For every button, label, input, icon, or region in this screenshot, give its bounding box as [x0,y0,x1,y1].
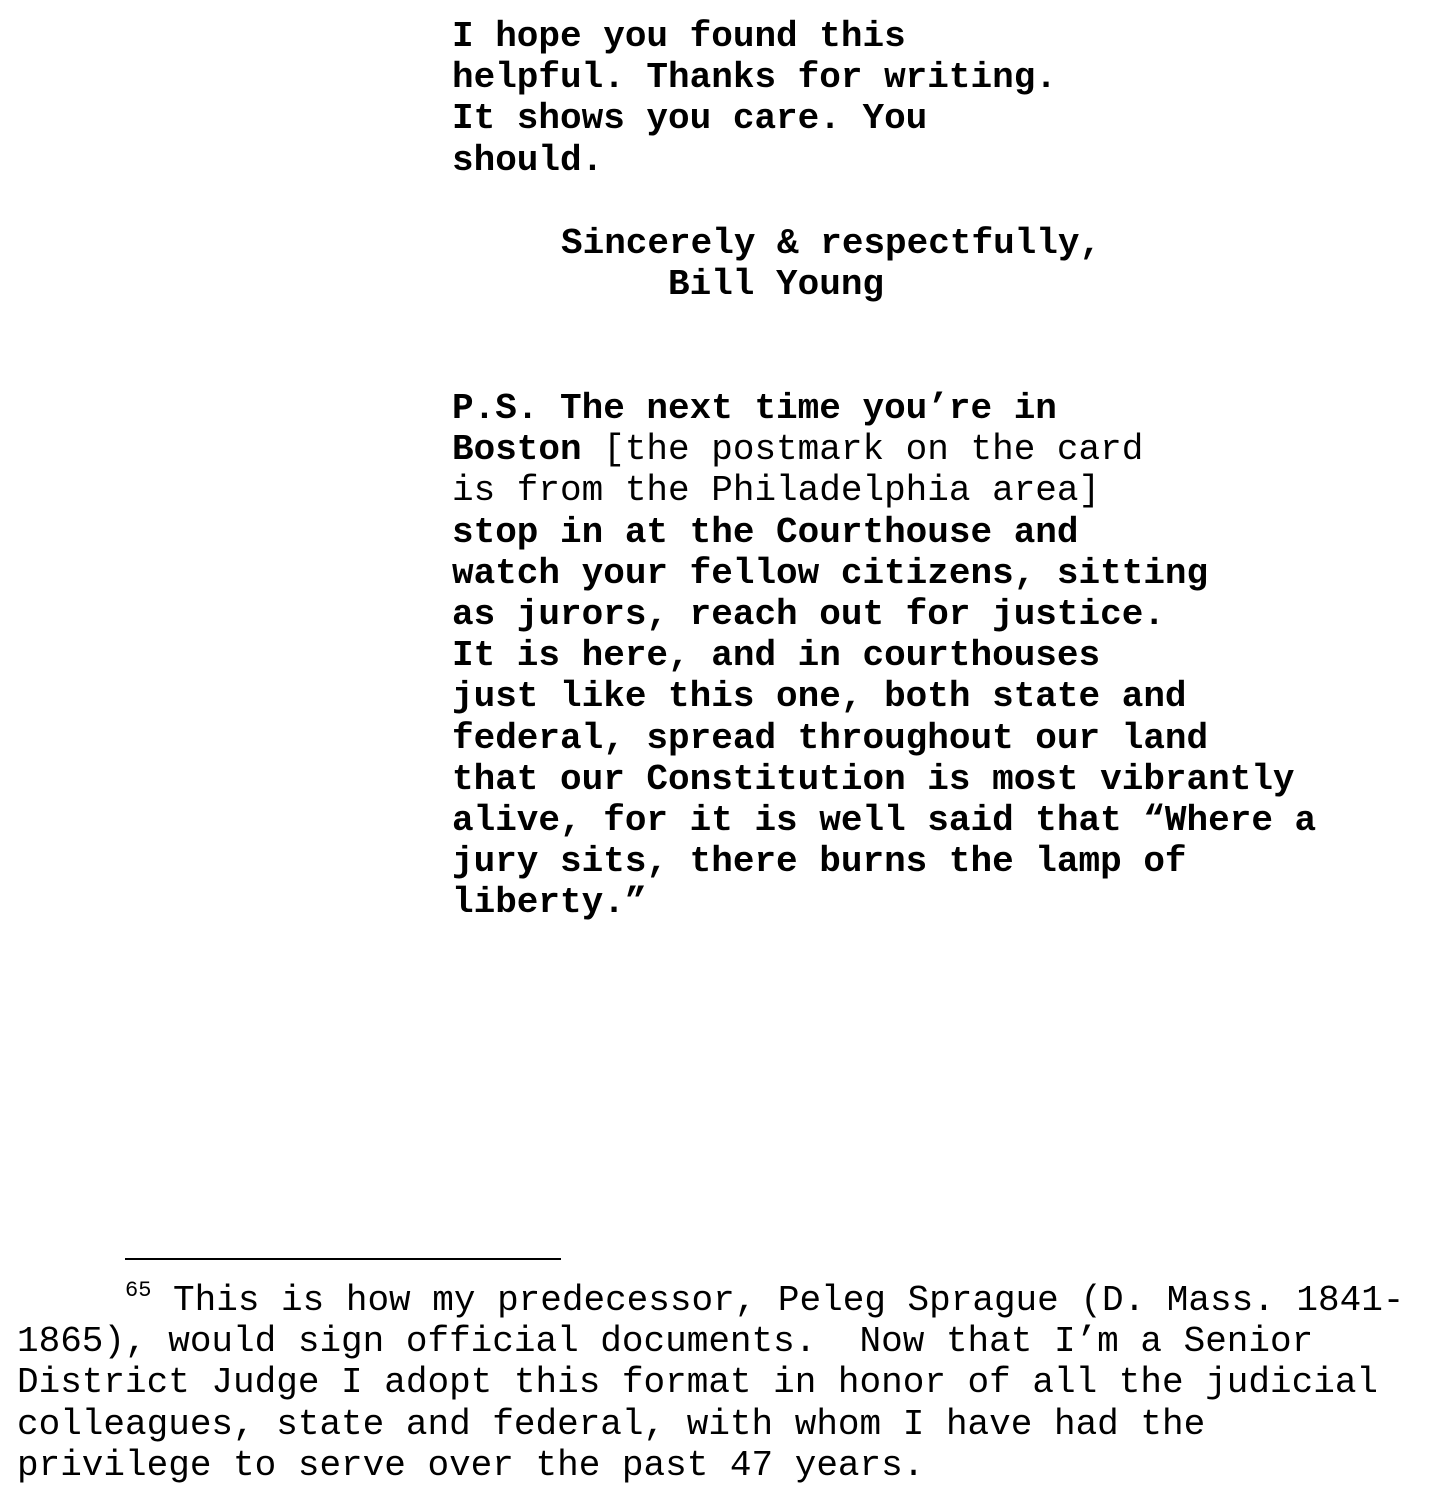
letter-body-line: It shows you care. You [452,98,928,140]
signature-name: Bill Young [668,264,885,305]
letter-body-line: should. [452,139,604,181]
letter-body-line: I hope you found this [452,16,906,57]
letter-body-line: helpful. Thanks for writing. [452,57,1057,99]
footnote-line: 1865), would sign official documents. Now that I’m a Senior [17,1321,1314,1363]
footnote-line: colleagues, state and federal, with whom I have had the [17,1403,1206,1445]
letter-closing [561,223,1101,264]
footnote-marker: 65 [125,1278,152,1303]
letter-signature [668,264,884,305]
footnote-separator [125,1258,561,1260]
postscript-line: It is here, and in courthouses [452,635,1101,677]
footnote [17,1280,1404,1486]
footnote-text: This is how my predecessor, Peleg Sprague (D. Mass. 1841- [151,1280,1405,1321]
postscript-line: alive, for it is well said that “Where a [452,799,1317,841]
postscript-line: watch your fellow citizens, sitting [452,552,1209,594]
footnote-line: District Judge I adopt this format in honor of all the judicial [17,1362,1379,1404]
postscript-line: as jurors, reach out for justice. [452,593,1165,635]
editorial-note: is from the Philadelphia area] [452,470,1101,512]
postscript-line [452,429,1316,470]
closing-text: Sincerely & respectfully, [561,223,1102,264]
postscript-line: just like this one, both state and [452,676,1187,718]
footnote-line: privilege to serve over the past 47 years. [17,1444,925,1486]
postscript-line: that our Constitution is most vibrantly [452,758,1295,800]
postscript-line: liberty.” [452,882,647,924]
letter-body [452,16,1057,181]
postscript-line: stop in at the Courthouse and [452,511,1079,553]
footnote-line [17,1280,1404,1321]
postscript [452,388,1316,923]
postscript-line: jury sits, there burns the lamp of [452,841,1187,883]
postscript-city: Boston [452,429,582,471]
editorial-note: [the postmark on the card [581,429,1144,471]
postscript-line: P.S. The next time you’re in [452,388,1057,429]
postscript-line: federal, spread throughout our land [452,717,1209,759]
